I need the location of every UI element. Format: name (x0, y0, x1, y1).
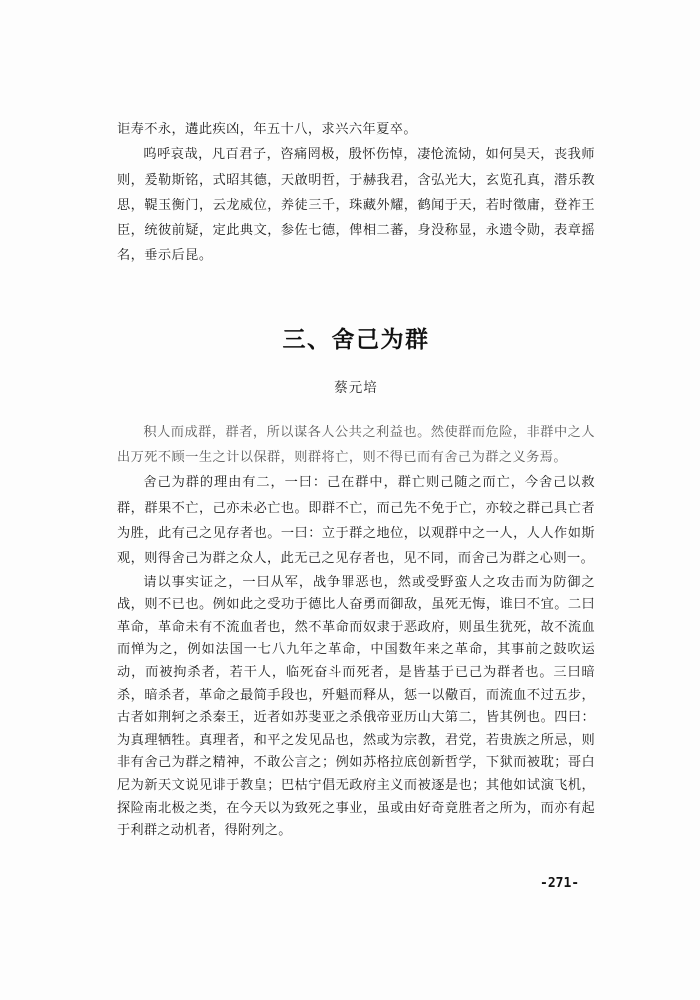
paragraph-examples: 请以事实证之，一曰从军，战争罪恶也，然或受野蛮人之攻击而为防御之战，则不已也。例如此之受功于德比人奋勇而御敌，虽死无悔，谁曰不宜。二曰革命，革命未有不流血者也，然不革命而奴隶于恶政府，则虽生犹死，故不流血而惮为之，例如法国一七八九年之革命，中国数年来之革命，其事前之鼓吹运动，而被拘杀者，若干人，临死奋斗而死者，是皆基于已己为群者也。三曰暗杀，暗杀者，革命之最简手段也，歼魁而释从，惩一以儆百，而流血不过五步，古者如荆轲之杀秦王，近者如苏斐亚之杀俄帝亚历山大第二，皆其例也。四曰：为真理牺牲。真理者，和平之发见品也，然或为宗教，君党，若贵族之所忌，则非有舍己为群之精神，不敢公言之；例如苏格拉底创新哲学，下狱而被耽；哥白尼为新天文说见诽于教皇；巴枯宁倡无政府主义而被逐是也；其他如试演飞机，探险南北极之类，在今天以为致死之事业，虽或由好奇竟胜者之所为，而亦有起于利群之动机者，得附列之。 (117, 574, 595, 839)
paragraph-continuation: 讵寿不永，遘此疾凶，年五十八，求兴六年夏卒。 (117, 122, 418, 137)
section-title: 三、舍己为群 (282, 326, 430, 353)
author-name: 蔡元培 (334, 379, 378, 396)
paragraph-eulogy: 呜呼哀哉，凡百君子，咨痛罔极，殷怀伤悼，凄怆流恸，如何昊天，丧我师则，爰勒斯铭，式昭其德，天啟明哲，于赫我君，含弘光大，玄览孔真，潜乐教思，鞮玉衡门，云龙威位，养徒三千，珠藏外耀，鹤闻于天，若时徵庸，登祚王臣，统彼前疑，定此典文，参佐七德，俾相二蕃，身没称显，永遗令勋，表章摇名，垂示后昆。 (117, 147, 595, 264)
paragraph-intro: 积人而成群，群者，所以谋各人公共之利益也。然使群而危险，非群中之人出万死不顾一生之计以保群，则群将亡，则不得已而有舍己为群之义务焉。 (117, 424, 595, 466)
page-content (117, 117, 595, 843)
paragraph-reasons: 舍己为群的理由有二，一曰：己在群中，群亡则己随之而亡，今舍己以救群，群果不亡，己亦未必亡也。即群不亡，而己先不免于亡，亦较之群己具亡者为胜，此有己之见存者也。一曰：立于群之地位，以观群中之一人，人人作如斯观，则得舍己为群之众人，此无己之见存者也，见不同，而舍己为群之心则一。 (117, 475, 595, 567)
page-number: -271- (540, 876, 580, 891)
